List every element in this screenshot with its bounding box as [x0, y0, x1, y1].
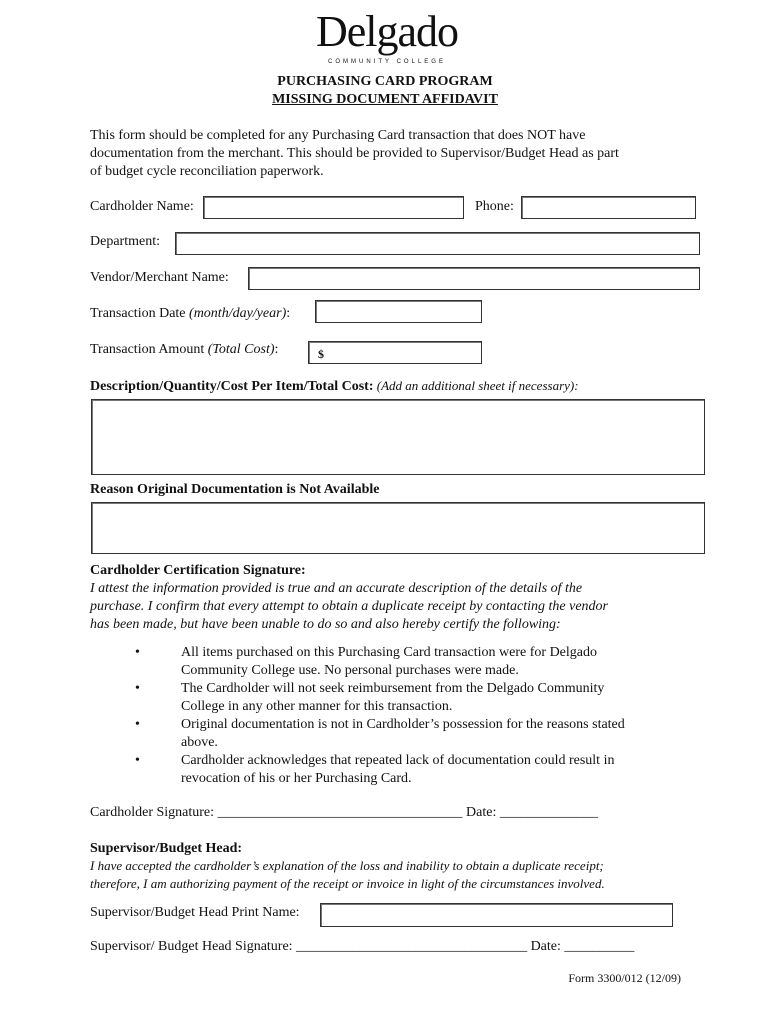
- reason-label: Reason Original Documentation is Not Available: [90, 482, 380, 497]
- vendor-input[interactable]: [248, 267, 700, 290]
- transaction-amount-input[interactable]: [308, 341, 482, 364]
- supervisor-print-name-label: Supervisor/Budget Head Print Name:: [90, 905, 300, 920]
- cardholder-name-input[interactable]: [203, 196, 464, 219]
- phone-label: Phone:: [475, 199, 514, 214]
- reason-textarea[interactable]: [91, 502, 705, 554]
- supervisor-signature-line[interactable]: Supervisor/ Budget Head Signature: _________________________________ Date: __________: [90, 939, 635, 954]
- transaction-date-input[interactable]: [315, 300, 482, 323]
- supervisor-text: therefore, I am authorizing payment of the receipt or invoice in light of the circumstances involved.: [90, 876, 605, 891]
- department-label: Department:: [90, 234, 160, 249]
- intro-line: documentation from the merchant. This should be provided to Supervisor/Budget Head as part: [90, 146, 619, 161]
- department-input[interactable]: [175, 232, 700, 255]
- dollar-prefix: $: [318, 347, 324, 361]
- supervisor-text: I have accepted the cardholder’s explanation of the loss and inability to obtain a duplicate receipt;: [90, 858, 604, 873]
- cardholder-signature-line[interactable]: Cardholder Signature: ___________________________________ Date: ______________: [90, 805, 598, 820]
- bullet-text: All items purchased on this Purchasing Card transaction were for Delgado: [181, 645, 598, 660]
- bullet: •: [135, 681, 140, 696]
- supervisor-print-name-input[interactable]: [320, 903, 673, 927]
- certification-text: I attest the information provided is true and an accurate description of the details of the: [90, 581, 583, 596]
- bullet: •: [135, 717, 140, 732]
- supervisor-heading: Supervisor/Budget Head:: [90, 841, 243, 856]
- bullet-text: College in any other manner for this transaction.: [181, 699, 453, 714]
- certification-text: has been made, but have been unable to do so and also hereby certify the following:: [90, 617, 561, 632]
- certification-heading: Cardholder Certification Signature:: [90, 563, 306, 578]
- bullet-text: The Cardholder will not seek reimbursement from the Delgado Community: [181, 681, 605, 696]
- bullet: •: [135, 645, 140, 660]
- logo-tagline: COMMUNITY COLLEGE: [328, 59, 446, 65]
- bullet-text: Cardholder acknowledges that repeated lack of documentation could result in: [181, 753, 615, 768]
- bullet-text: above.: [181, 735, 218, 750]
- description-label: Description/Quantity/Cost Per Item/Total Cost: (Add an additional sheet if necessary):: [90, 378, 579, 394]
- intro-line: of budget cycle reconciliation paperwork.: [90, 164, 324, 179]
- delgado-logo: [312, 6, 462, 66]
- title-line1: PURCHASING CARD PROGRAM: [277, 74, 493, 89]
- title-line2: MISSING DOCUMENT AFFIDAVIT: [272, 92, 498, 107]
- bullet-text: Original documentation is not in Cardholder’s possession for the reasons stated: [181, 717, 625, 732]
- bullet-text: Community College use. No personal purchases were made.: [181, 663, 519, 678]
- description-textarea[interactable]: [91, 399, 705, 475]
- form-number: Form 3300/012 (12/09): [568, 971, 681, 985]
- bullet-text: revocation of his or her Purchasing Card.: [181, 771, 412, 786]
- vendor-label: Vendor/Merchant Name:: [90, 270, 229, 285]
- phone-input[interactable]: [521, 196, 696, 219]
- cardholder-name-label: Cardholder Name:: [90, 199, 194, 214]
- transaction-date-label: Transaction Date (month/day/year):: [90, 306, 291, 321]
- transaction-amount-label: Transaction Amount (Total Cost):: [90, 342, 279, 357]
- bullet: •: [135, 753, 140, 768]
- certification-text: purchase. I confirm that every attempt to obtain a duplicate receipt by contacting the vendor: [90, 599, 608, 614]
- logo-name: Delgado: [315, 7, 459, 56]
- intro-line: This form should be completed for any Purchasing Card transaction that does NOT have: [90, 128, 586, 143]
